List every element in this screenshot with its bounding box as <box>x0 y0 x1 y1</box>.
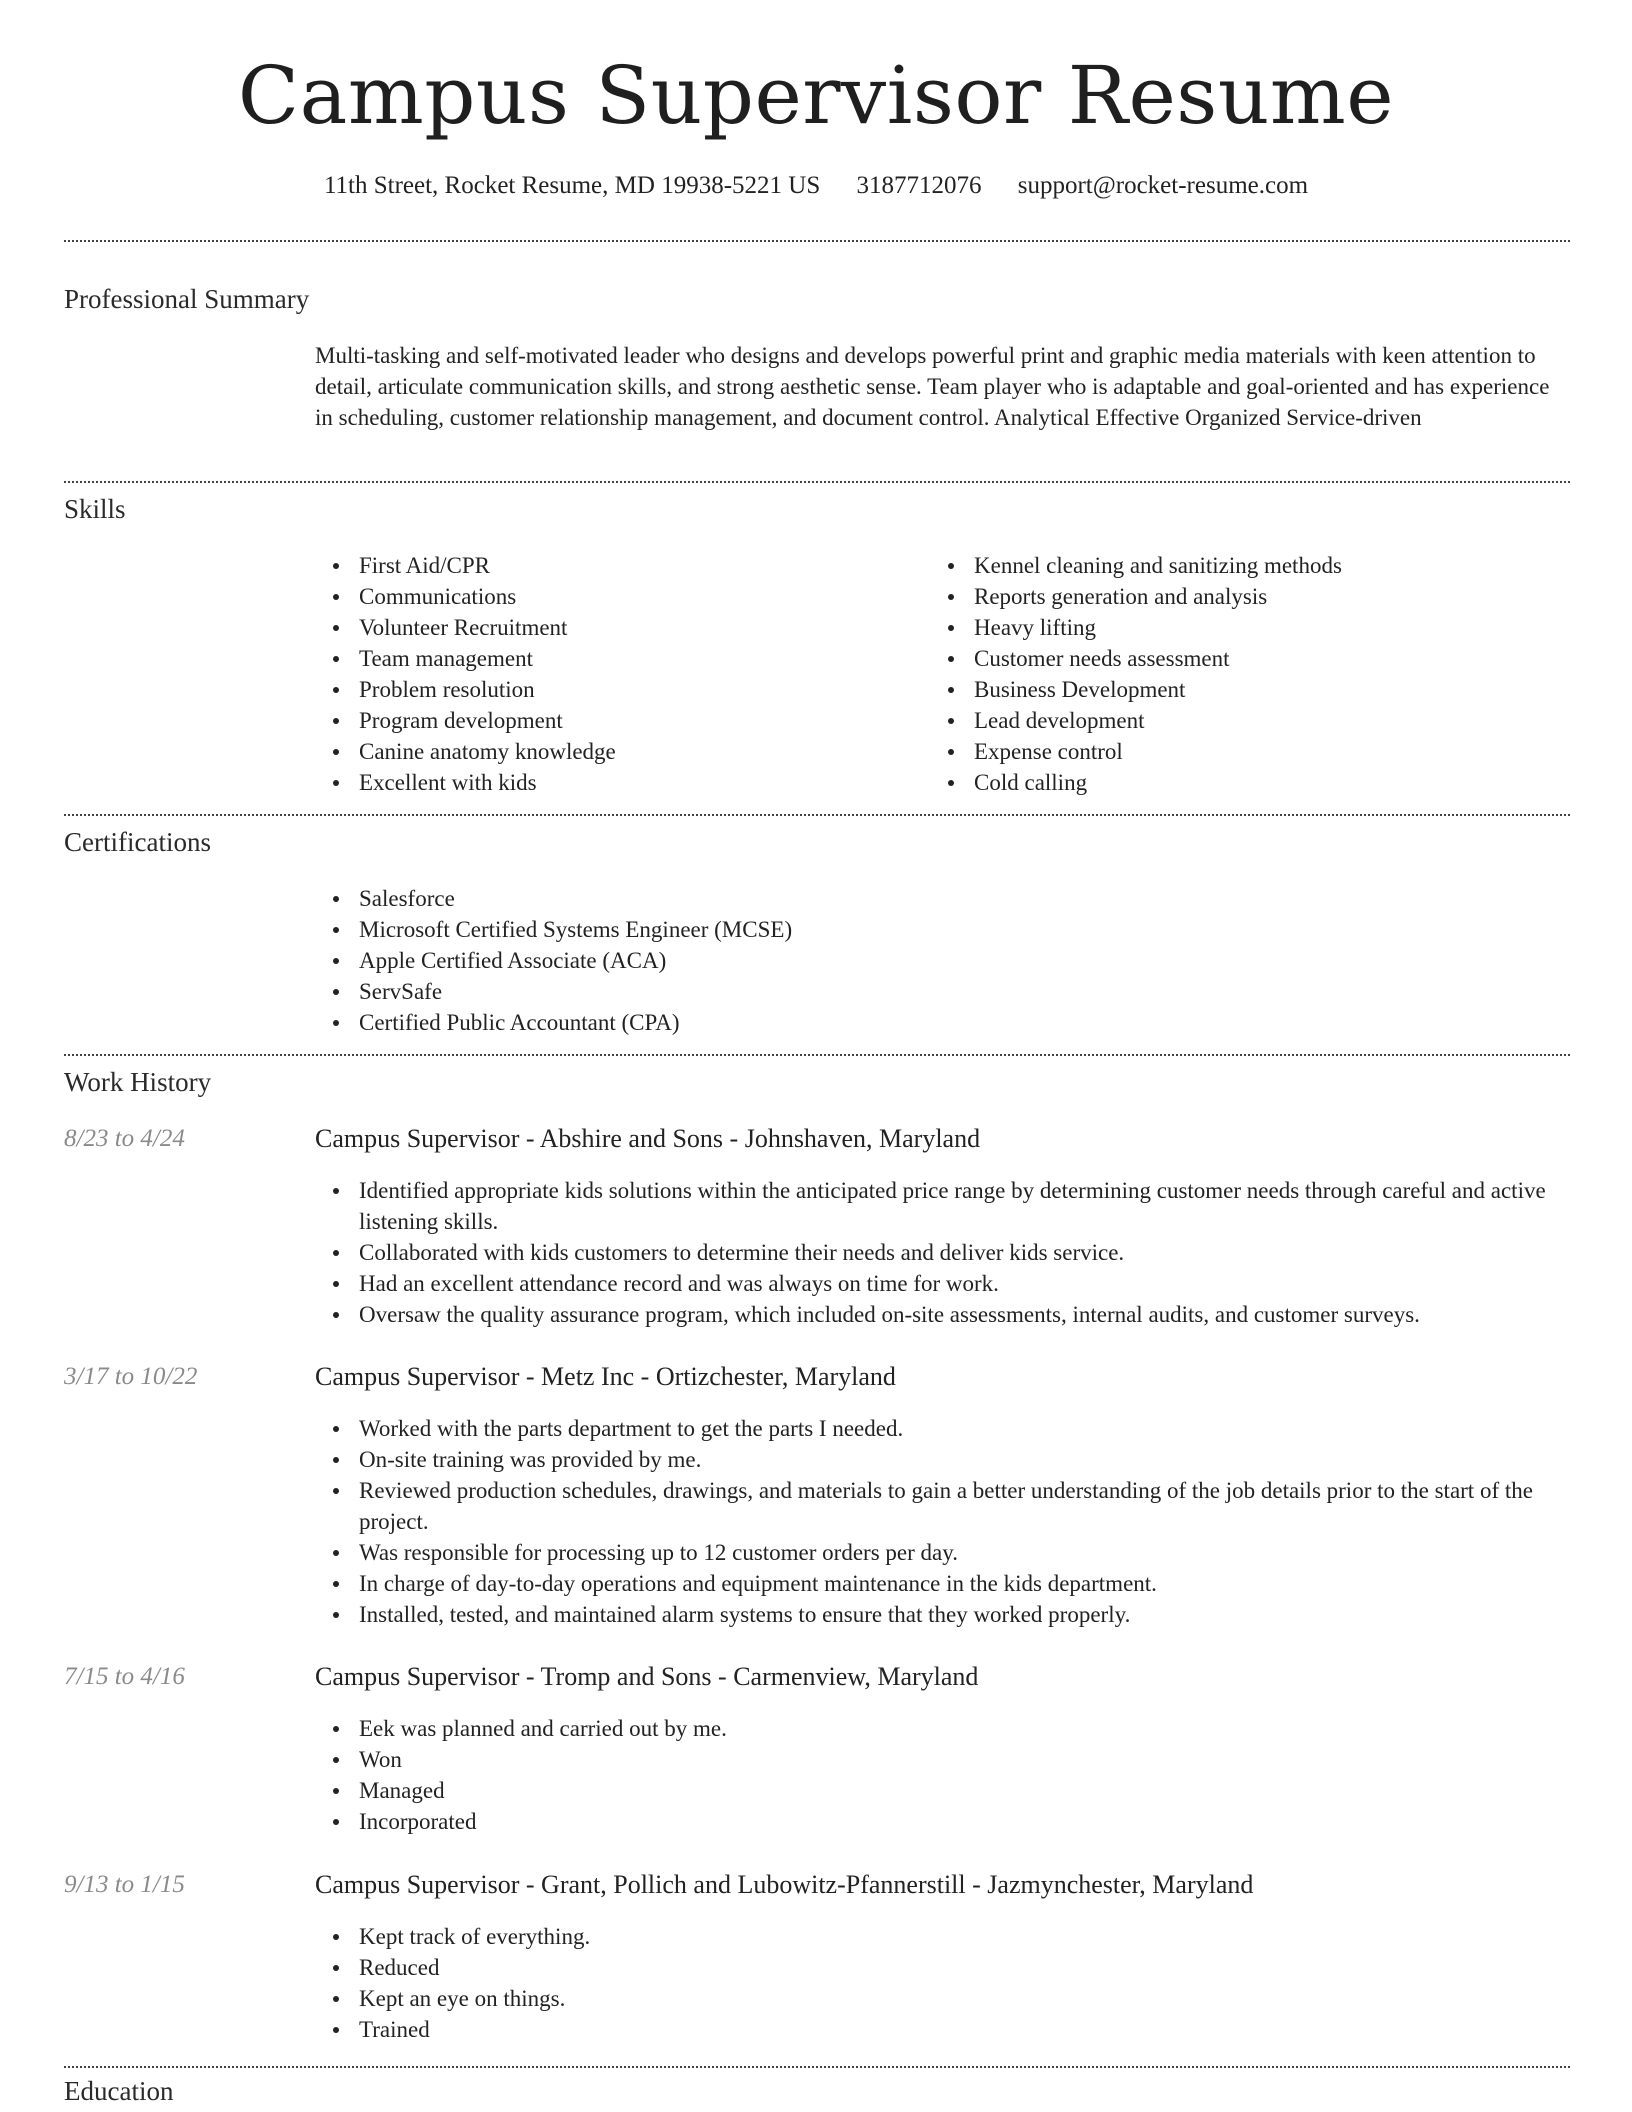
list-item: In charge of day-to-day operations and equipment maintenance in the kids department. <box>315 1568 1570 1599</box>
list-item: Eek was planned and carried out by me. <box>315 1713 1570 1744</box>
divider <box>64 481 1570 483</box>
list-item: Expense control <box>930 736 1570 767</box>
list-item: Kennel cleaning and sanitizing methods <box>930 550 1570 581</box>
list-item: Volunteer Recruitment <box>315 612 915 643</box>
list-item: Apple Certified Associate (ACA) <box>315 945 1570 976</box>
list-item: Collaborated with kids customers to determine their needs and deliver kids service. <box>315 1237 1570 1268</box>
job-dates: 8/23 to 4/24 <box>64 1125 185 1152</box>
divider <box>64 240 1570 242</box>
list-item: Customer needs assessment <box>930 643 1570 674</box>
page-title: Campus Supervisor Resume <box>237 49 1395 142</box>
skills-list-right <box>930 550 1570 798</box>
list-item: Team management <box>315 643 915 674</box>
list-item: Lead development <box>930 705 1570 736</box>
job-bullets <box>315 1175 1570 1330</box>
summary-text: Multi-tasking and self-motivated leader who designs and develops powerful print and graphic media materials with keen attention to detail, articulate communication skills, and strong aesthetic sense. Team player who is adaptable and goal-oriented and has experience in scheduling, customer relationship management, and document control. Analytical Effective Organized Service-driven <box>315 343 1550 430</box>
list-item: Salesforce <box>315 883 1570 914</box>
job-dates: 7/15 to 4/16 <box>64 1663 185 1690</box>
job-bullets <box>315 1921 1570 2045</box>
list-item: Oversaw the quality assurance program, which included on-site assessments, internal audits, and customer surveys. <box>315 1299 1570 1330</box>
list-item: Worked with the parts department to get the parts I needed. <box>315 1413 1570 1444</box>
list-item: Trained <box>315 2014 1570 2045</box>
list-item: Certified Public Accountant (CPA) <box>315 1007 1570 1038</box>
list-item: Cold calling <box>930 767 1570 798</box>
job-dates: 3/17 to 10/22 <box>64 1363 198 1390</box>
contact-email: support@rocket-resume.com <box>1017 172 1309 199</box>
contact-phone: 3187712076 <box>856 172 982 199</box>
list-item: Problem resolution <box>315 674 915 705</box>
list-item: Was responsible for processing up to 12 customer orders per day. <box>315 1537 1570 1568</box>
list-item: Had an excellent attendance record and was always on time for work. <box>315 1268 1570 1299</box>
skills-list-left <box>315 550 915 798</box>
list-item: On-site training was provided by me. <box>315 1444 1570 1475</box>
list-item: First Aid/CPR <box>315 550 915 581</box>
job-title: Campus Supervisor - Tromp and Sons - Carmenview, Maryland <box>315 1662 979 1691</box>
list-item: Program development <box>315 705 915 736</box>
list-item: Heavy lifting <box>930 612 1570 643</box>
section-heading-skills: Skills <box>64 494 126 524</box>
contact-address: 11th Street, Rocket Resume, MD 19938-5221 US <box>323 172 821 199</box>
list-item: Identified appropriate kids solutions within the anticipated price range by determining customer needs through careful and active listening skills. <box>315 1175 1570 1237</box>
list-item: Won <box>315 1744 1570 1775</box>
job-title: Campus Supervisor - Abshire and Sons - Johnshaven, Maryland <box>315 1124 981 1153</box>
job-dates: 9/13 to 1/15 <box>64 1871 185 1898</box>
divider <box>64 814 1570 816</box>
section-heading-summary: Professional Summary <box>64 284 310 314</box>
job-title: Campus Supervisor - Grant, Pollich and Lubowitz-Pfannerstill - Jazmynchester, Maryland <box>315 1870 1254 1899</box>
list-item: Kept track of everything. <box>315 1921 1570 1952</box>
section-heading-certifications: Certifications <box>64 827 211 857</box>
list-item: Reports generation and analysis <box>930 581 1570 612</box>
job-bullets <box>315 1413 1570 1630</box>
list-item: Communications <box>315 581 915 612</box>
list-item: Managed <box>315 1775 1570 1806</box>
list-item: ServSafe <box>315 976 1570 1007</box>
list-item: Kept an eye on things. <box>315 1983 1570 2014</box>
list-item: Incorporated <box>315 1806 1570 1837</box>
section-heading-education: Education <box>64 2076 174 2106</box>
divider <box>64 2066 1570 2068</box>
list-item: Installed, tested, and maintained alarm systems to ensure that they worked properly. <box>315 1599 1570 1630</box>
contact-line <box>0 172 1632 200</box>
list-item: Business Development <box>930 674 1570 705</box>
list-item: Excellent with kids <box>315 767 915 798</box>
list-item: Reduced <box>315 1952 1570 1983</box>
section-heading-work: Work History <box>64 1067 212 1097</box>
list-item: Reviewed production schedules, drawings, and materials to gain a better understanding of the job details prior to the start of the project. <box>315 1475 1570 1537</box>
job-bullets <box>315 1713 1570 1837</box>
job-title: Campus Supervisor - Metz Inc - Ortizchester, Maryland <box>315 1362 896 1391</box>
list-item: Microsoft Certified Systems Engineer (MCSE) <box>315 914 1570 945</box>
list-item: Canine anatomy knowledge <box>315 736 915 767</box>
certifications-list <box>315 883 1570 1038</box>
divider <box>64 1054 1570 1056</box>
